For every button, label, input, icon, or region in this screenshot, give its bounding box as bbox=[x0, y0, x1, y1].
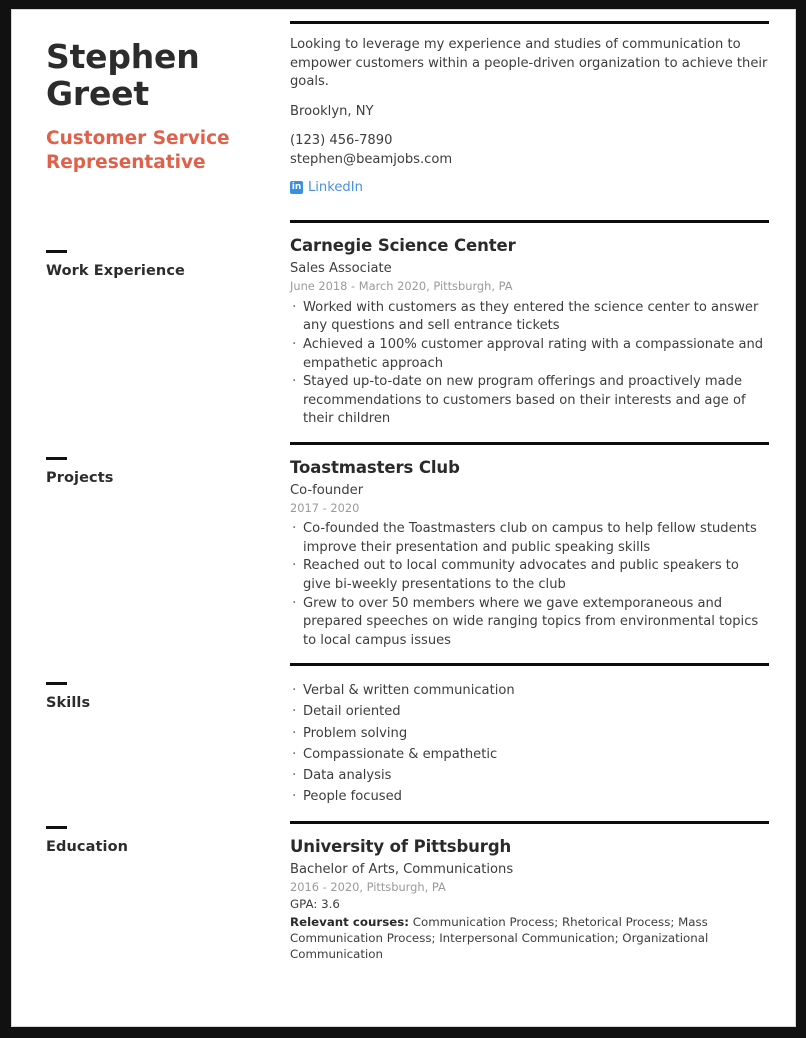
project-entry bbox=[290, 458, 769, 650]
sidebar-section-projects bbox=[46, 457, 290, 486]
sidebar-label-work-experience: Work Experience bbox=[46, 263, 185, 280]
project-entry-organization: Toastmasters Club bbox=[290, 457, 460, 477]
relevant-courses-value: Communication Process; Rhetorical Process; Mass Communication Process; Interpersonal Communication; Organizational Communication bbox=[290, 915, 709, 962]
sidebar-section-skills bbox=[46, 682, 290, 711]
list-item: · Reached out to local community advocates and public speakers to give bi-weekly presentations to the club bbox=[290, 557, 769, 594]
work-entry bbox=[290, 236, 769, 428]
job-title-line-1: Customer Service bbox=[46, 127, 230, 149]
work-experience-content bbox=[290, 223, 769, 441]
candidate-first-name: Stephen bbox=[46, 37, 200, 76]
skills-list bbox=[290, 682, 769, 806]
sidebar-section-education bbox=[46, 826, 290, 855]
project-entry-meta: 2017 - 2020 bbox=[290, 500, 360, 515]
contact-details-block bbox=[290, 132, 769, 169]
candidate-last-name: Greet bbox=[46, 74, 149, 114]
contact-phone[interactable]: (123) 456-7890 bbox=[290, 133, 393, 149]
section-tick-icon bbox=[46, 457, 67, 460]
work-entry-organization: Carnegie Science Center bbox=[290, 236, 516, 256]
work-entry-role: Sales Associate bbox=[290, 261, 392, 277]
contact-location: Brooklyn, NY bbox=[290, 103, 374, 119]
resume-main bbox=[290, 21, 769, 963]
education-entry-relevant-courses bbox=[290, 915, 769, 963]
education-entry-meta: 2016 - 2020, Pittsburgh, PA bbox=[290, 879, 446, 894]
list-item: · Stayed up-to-date on new program offerings and proactively made recommendations to customers based on their interests and age of their children bbox=[290, 373, 769, 429]
list-item: · Grew to over 50 members where we gave extemporaneous and prepared speeches on wide ranging topics from environmental topics to local campus issues bbox=[290, 595, 769, 651]
contact-email[interactable]: stephen@beamjobs.com bbox=[290, 151, 453, 167]
location-block bbox=[290, 103, 769, 122]
project-entry-bullets bbox=[290, 520, 769, 650]
candidate-name bbox=[46, 38, 290, 113]
linkedin-icon: in bbox=[291, 182, 302, 193]
list-item: · Verbal & written communication bbox=[290, 682, 769, 701]
education-entry-degree: Bachelor of Arts, Communications bbox=[290, 861, 514, 877]
list-item: · Compassionate & empathetic bbox=[290, 746, 769, 765]
section-tick-icon bbox=[46, 682, 67, 685]
section-tick-icon bbox=[46, 250, 67, 253]
sidebar-label-skills: Skills bbox=[46, 695, 91, 712]
education-content bbox=[290, 824, 769, 963]
list-item: · Data analysis bbox=[290, 767, 769, 786]
professional-summary: Looking to leverage my experience and studies of communication to empower customers within a people-driven organization to achieve their goals. bbox=[290, 37, 768, 90]
list-item: · Co-founded the Toastmasters club on campus to help fellow students improve their presentation and public speaking skills bbox=[290, 520, 769, 557]
skills-content bbox=[290, 666, 769, 820]
education-entry bbox=[290, 837, 769, 963]
page-shadow bbox=[11, 9, 796, 1027]
resume-sidebar bbox=[36, 21, 290, 855]
education-entry-organization: University of Pittsburgh bbox=[290, 836, 512, 856]
work-entry-bullets bbox=[290, 299, 769, 429]
project-entry-role: Co-founder bbox=[290, 482, 364, 498]
resume-layout bbox=[36, 21, 769, 963]
contact-linkedin-link[interactable] bbox=[290, 180, 769, 195]
sidebar-label-projects: Projects bbox=[46, 470, 114, 487]
projects-content bbox=[290, 445, 769, 663]
sidebar-section-work-experience bbox=[46, 250, 290, 279]
candidate-job-title bbox=[46, 127, 290, 176]
list-item: · People focused bbox=[290, 788, 769, 807]
section-tick-icon bbox=[46, 826, 67, 829]
list-item: · Detail oriented bbox=[290, 703, 769, 722]
contact-block bbox=[290, 24, 769, 220]
identity-block bbox=[46, 38, 290, 175]
resume-page bbox=[12, 10, 795, 1026]
list-item: · Worked with customers as they entered the science center to answer any questions and sell entrance tickets bbox=[290, 299, 769, 336]
list-item: · Achieved a 100% customer approval rating with a compassionate and empathetic approach bbox=[290, 336, 769, 373]
relevant-courses-label: Relevant courses: bbox=[290, 915, 409, 930]
sidebar-label-education: Education bbox=[46, 839, 129, 856]
linkedin-label: LinkedIn bbox=[308, 180, 363, 196]
list-item: · Problem solving bbox=[290, 725, 769, 744]
work-entry-meta: June 2018 - March 2020, Pittsburgh, PA bbox=[290, 279, 513, 294]
education-entry-gpa: GPA: 3.6 bbox=[290, 897, 340, 912]
job-title-line-2: Representative bbox=[46, 151, 206, 173]
